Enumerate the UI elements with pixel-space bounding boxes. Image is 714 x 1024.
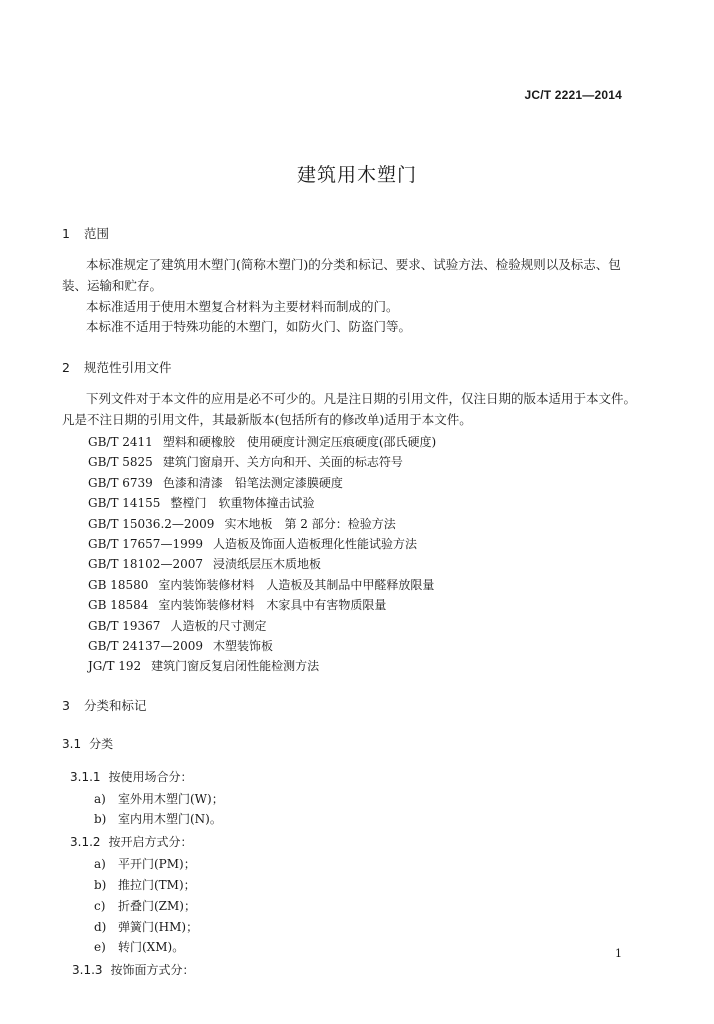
- reference-item: [88, 555, 321, 572]
- list-item: [94, 897, 196, 914]
- clause-number: 3.1.2: [70, 835, 101, 849]
- reference-item: [88, 474, 343, 491]
- reference-item: [88, 637, 273, 654]
- reference-title: 室内装饰装修材料 木家具中有害物质限量: [158, 598, 387, 612]
- list-text: 平开门(PM)；: [118, 857, 196, 871]
- list-marker: d): [94, 920, 107, 934]
- reference-code: JG/T 192: [88, 659, 142, 673]
- clause-number: 3.1.1: [70, 770, 101, 784]
- subsection-number: 3.1: [62, 737, 82, 751]
- clause-heading: [70, 833, 193, 850]
- scope-paragraph: 本标准不适用于特殊功能的木塑门，如防火门、防盗门等。: [86, 319, 412, 334]
- reference-item: [88, 535, 417, 552]
- reference-title: 人造板的尺寸测定: [170, 619, 267, 633]
- reference-item: [88, 617, 266, 634]
- reference-code: GB/T 17657—1999: [88, 537, 203, 551]
- subsection-title: 分类: [89, 737, 114, 751]
- list-marker: c): [94, 899, 106, 913]
- reference-title: 室内装饰装修材料 人造板及其制品中甲醛释放限量: [158, 578, 435, 592]
- clause-heading: [70, 768, 193, 785]
- section-number: 2: [62, 360, 70, 375]
- reference-item: [88, 453, 403, 470]
- list-text: 折叠门(ZM)；: [118, 899, 196, 913]
- subsection-heading: [62, 735, 113, 752]
- reference-code: GB/T 2411: [88, 435, 153, 449]
- section-title: 分类和标记: [84, 698, 147, 713]
- reference-title: 建筑门窗反复启闭性能检测方法: [151, 659, 320, 673]
- section-number: 1: [62, 226, 70, 241]
- list-item: [94, 918, 198, 935]
- list-item: [94, 876, 196, 893]
- clause-number: 3.1.3: [72, 963, 103, 977]
- list-marker: e): [94, 940, 106, 954]
- reference-item: [88, 494, 314, 511]
- reference-code: GB 18584: [88, 598, 149, 612]
- section-title: 范围: [84, 226, 110, 241]
- section-number: 3: [62, 698, 70, 713]
- clause-title: 按使用场合分：: [108, 770, 193, 784]
- reference-title: 建筑门窗扇开、关方向和开、关面的标志符号: [162, 455, 403, 469]
- scope-paragraph: 本标准适用于使用木塑复合材料为主要材料而制成的门。: [86, 299, 399, 314]
- list-item: [94, 938, 184, 955]
- reference-code: GB/T 5825: [88, 455, 153, 469]
- reference-code: GB/T 19367: [88, 619, 161, 633]
- list-text: 转门(XM)。: [118, 940, 185, 954]
- page-number: 1: [615, 947, 622, 960]
- reference-code: GB/T 24137—2009: [88, 639, 203, 653]
- reference-title: 色漆和清漆 铅笔法测定漆膜硬度: [162, 476, 343, 490]
- list-text: 推拉门(TM)；: [118, 878, 196, 892]
- reference-title: 人造板及饰面人造板理化性能试验方法: [212, 537, 417, 551]
- list-marker: a): [94, 857, 106, 871]
- scope-paragraph-line: 本标准规定了建筑用木塑门(简称木塑门)的分类和标记、要求、试验方法、检验规则以及标志、包: [86, 257, 621, 272]
- list-marker: b): [94, 878, 107, 892]
- reference-code: GB/T 15036.2—2009: [88, 517, 215, 531]
- reference-title: 整樘门 软重物体撞击试验: [170, 496, 315, 510]
- reference-code: GB/T 14155: [88, 496, 161, 510]
- reference-title: 实木地板 第 2 部分：检验方法: [224, 517, 396, 531]
- scope-paragraph-line: 装、运输和贮存。: [62, 278, 163, 293]
- reference-item: [88, 515, 396, 532]
- list-item: [94, 790, 224, 807]
- section-heading-classification: [62, 696, 147, 714]
- clause-title: 按饰面方式分：: [110, 963, 195, 977]
- reference-title: 木塑装饰板: [212, 639, 273, 653]
- list-marker: a): [94, 792, 106, 806]
- reference-code: GB 18580: [88, 578, 149, 592]
- list-marker: b): [94, 812, 107, 826]
- references-intro-line: 下列文件对于本文件的应用是必不可少的。凡是注日期的引用文件，仅注日期的版本适用于本文件。: [86, 391, 637, 406]
- reference-item: [88, 596, 386, 613]
- standard-code: JC/T 2221—2014: [524, 88, 622, 102]
- reference-title: 塑料和硬橡胶 使用硬度计测定压痕硬度(邵氏硬度): [162, 435, 437, 449]
- reference-code: GB/T 18102—2007: [88, 557, 203, 571]
- clause-heading: [72, 961, 195, 978]
- reference-title: 浸渍纸层压木质地板: [212, 557, 321, 571]
- section-title: 规范性引用文件: [84, 360, 172, 375]
- reference-item: [88, 433, 436, 450]
- reference-item: [88, 576, 434, 593]
- list-text: 室外用木塑门(W)；: [118, 792, 224, 806]
- reference-code: GB/T 6739: [88, 476, 153, 490]
- list-text: 室内用木塑门(N)。: [118, 812, 222, 826]
- reference-item: [88, 657, 319, 674]
- section-heading-normative-references: [62, 358, 172, 376]
- list-item: [94, 810, 222, 827]
- list-item: [94, 855, 196, 872]
- section-heading-scope: [62, 224, 109, 242]
- list-text: 弹簧门(HM)；: [118, 920, 199, 934]
- references-intro-line: 凡是不注日期的引用文件，其最新版本(包括所有的修改单)适用于本文件。: [62, 412, 472, 427]
- clause-title: 按开启方式分：: [108, 835, 193, 849]
- document-title: 建筑用木塑门: [296, 164, 417, 186]
